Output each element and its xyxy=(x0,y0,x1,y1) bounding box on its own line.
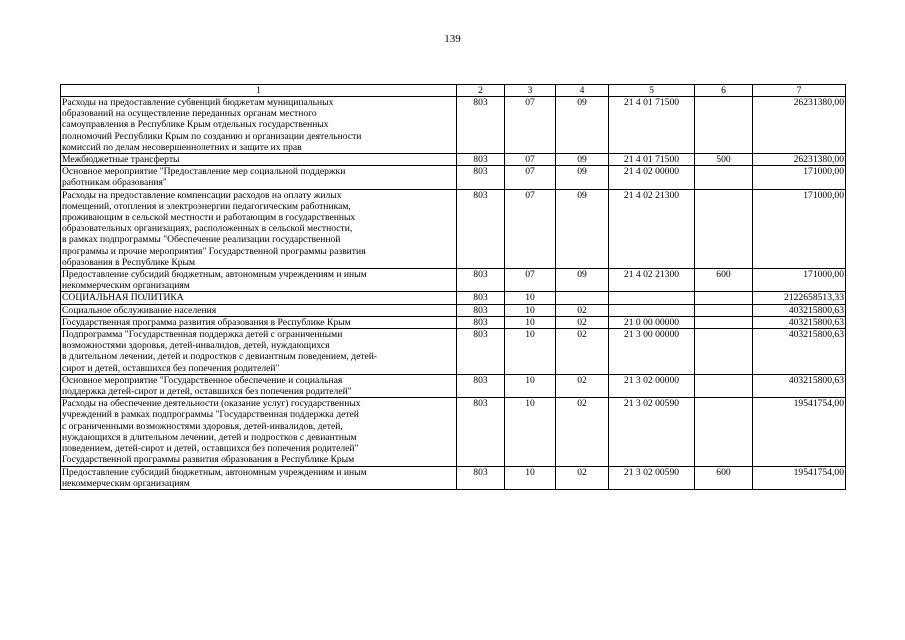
cell-expense-type xyxy=(695,329,753,375)
cell-code: 803 xyxy=(457,97,505,154)
table-row xyxy=(61,466,846,489)
column-header: 4 xyxy=(556,85,609,97)
table-row xyxy=(61,292,846,304)
row-name: Расходы на обеспечение деятельности (оказание услуг) государственных учреждений в рамках подпрограммы "Государственная поддержка детей с ограниченными возможностями здоровья, детей-инвалидов, детей, нуждающихся в длительном лечении, детей и подростков с девиантным поведением, детей-сирот и детей, оставшихся без попечения родителей" Государственной программы развития образования в Республике Крым xyxy=(61,398,457,466)
cell-target: 21 4 02 00000 xyxy=(609,166,695,189)
table-row xyxy=(61,189,846,268)
cell-expense-type xyxy=(695,292,753,304)
cell-code: 803 xyxy=(457,398,505,466)
cell-expense-type xyxy=(695,316,753,328)
cell-section: 07 xyxy=(505,154,556,166)
cell-target: 21 4 01 71500 xyxy=(609,97,695,154)
row-name: Предоставление субсидий бюджетным, автономным учреждениям и иным некоммерческим организациям xyxy=(61,466,457,489)
cell-code: 803 xyxy=(457,329,505,375)
cell-section: 07 xyxy=(505,189,556,268)
cell-target: 21 3 02 00590 xyxy=(609,398,695,466)
cell-expense-type xyxy=(695,97,753,154)
cell-section: 10 xyxy=(505,466,556,489)
cell-section: 10 xyxy=(505,316,556,328)
table-row xyxy=(61,398,846,466)
column-header: 6 xyxy=(695,85,753,97)
cell-amount: 19541754,00 xyxy=(753,466,846,489)
cell-expense-type: 500 xyxy=(695,154,753,166)
header-row xyxy=(61,85,846,97)
cell-expense-type xyxy=(695,166,753,189)
cell-code: 803 xyxy=(457,374,505,397)
table-row xyxy=(61,97,846,154)
cell-subsection: 02 xyxy=(556,329,609,375)
cell-expense-type: 600 xyxy=(695,466,753,489)
cell-subsection: 02 xyxy=(556,466,609,489)
cell-subsection: 09 xyxy=(556,189,609,268)
cell-expense-type xyxy=(695,304,753,316)
row-name: Основное мероприятие "Государственное обеспечение и социальная поддержка детей-сирот и детей, оставшихся без попечения родителей" xyxy=(61,374,457,397)
cell-section: 10 xyxy=(505,292,556,304)
page-number: 139 xyxy=(444,33,461,45)
cell-amount: 26231380,00 xyxy=(753,154,846,166)
cell-amount: 403215800,63 xyxy=(753,304,846,316)
cell-code: 803 xyxy=(457,304,505,316)
cell-amount: 171000,00 xyxy=(753,166,846,189)
row-name: Социальное обслуживание населения xyxy=(61,304,457,316)
budget-table xyxy=(60,84,846,490)
cell-expense-type: 600 xyxy=(695,269,753,292)
cell-section: 10 xyxy=(505,374,556,397)
column-header: 5 xyxy=(609,85,695,97)
cell-amount: 171000,00 xyxy=(753,269,846,292)
row-name: Расходы на предоставление субвенций бюджетам муниципальных образований на осуществление переданных органам местного самоуправления в Республике Крым отдельных государственных полномочий Республики Крым по созданию и организации деятельности комиссий по делам несовершеннолетних и защите их прав xyxy=(61,97,457,154)
cell-subsection: 02 xyxy=(556,304,609,316)
cell-code: 803 xyxy=(457,292,505,304)
cell-amount: 403215800,63 xyxy=(753,374,846,397)
column-header: 3 xyxy=(505,85,556,97)
row-name: СОЦИАЛЬНАЯ ПОЛИТИКА xyxy=(61,292,457,304)
cell-subsection: 09 xyxy=(556,154,609,166)
cell-target: 21 3 02 00000 xyxy=(609,374,695,397)
cell-amount: 19541754,00 xyxy=(753,398,846,466)
row-name: Основное мероприятие "Предоставление мер социальной поддержки работникам образования" xyxy=(61,166,457,189)
table-row xyxy=(61,316,846,328)
cell-code: 803 xyxy=(457,154,505,166)
column-header: 7 xyxy=(753,85,846,97)
column-header: 1 xyxy=(61,85,457,97)
cell-expense-type xyxy=(695,189,753,268)
cell-target: 21 4 01 71500 xyxy=(609,154,695,166)
row-name: Предоставление субсидий бюджетным, автономным учреждениям и иным некоммерческим организациям xyxy=(61,269,457,292)
cell-section: 07 xyxy=(505,97,556,154)
cell-code: 803 xyxy=(457,316,505,328)
cell-target: 21 3 00 00000 xyxy=(609,329,695,375)
cell-amount: 403215800,63 xyxy=(753,316,846,328)
cell-expense-type xyxy=(695,398,753,466)
cell-code: 803 xyxy=(457,189,505,268)
cell-section: 10 xyxy=(505,304,556,316)
cell-target: 21 4 02 21300 xyxy=(609,189,695,268)
cell-target: 21 0 00 00000 xyxy=(609,316,695,328)
column-header: 2 xyxy=(457,85,505,97)
table-row xyxy=(61,269,846,292)
cell-subsection: 02 xyxy=(556,374,609,397)
row-name: Государственная программа развития образования в Республике Крым xyxy=(61,316,457,328)
cell-target: 21 3 02 00590 xyxy=(609,466,695,489)
cell-subsection: 02 xyxy=(556,316,609,328)
cell-amount: 26231380,00 xyxy=(753,97,846,154)
cell-expense-type xyxy=(695,374,753,397)
table-row xyxy=(61,304,846,316)
cell-subsection: 02 xyxy=(556,398,609,466)
cell-target: 21 4 02 21300 xyxy=(609,269,695,292)
table-row xyxy=(61,329,846,375)
cell-subsection: 09 xyxy=(556,97,609,154)
cell-code: 803 xyxy=(457,166,505,189)
row-name: Подпрограмма "Государственная поддержка детей с ограниченными возможностями здоровья, детей-инвалидов, детей, нуждающихся в длительном лечении, детей и подростков с девиантным поведением, детей- сирот и детей, оставшихся без попечения родителей" xyxy=(61,329,457,375)
cell-subsection: 09 xyxy=(556,166,609,189)
cell-section: 10 xyxy=(505,329,556,375)
row-name: Расходы на предоставление компенсации расходов на оплату жилых помещений, отопления и электроэнергии педагогическим работникам, проживающим в сельской местности и работающим в государственных образовательных организациях, расположенных в сельской местности, в рамках подпрограммы "Обеспечение реализации государственной программы и прочие мероприятия" Государственной программы развития образования в Республике Крым xyxy=(61,189,457,268)
table-row xyxy=(61,374,846,397)
cell-section: 07 xyxy=(505,166,556,189)
table-row xyxy=(61,166,846,189)
cell-target xyxy=(609,304,695,316)
cell-subsection: 09 xyxy=(556,269,609,292)
cell-subsection xyxy=(556,292,609,304)
cell-section: 10 xyxy=(505,398,556,466)
cell-amount: 171000,00 xyxy=(753,189,846,268)
cell-amount: 403215800,63 xyxy=(753,329,846,375)
cell-code: 803 xyxy=(457,269,505,292)
cell-target xyxy=(609,292,695,304)
cell-code: 803 xyxy=(457,466,505,489)
cell-section: 07 xyxy=(505,269,556,292)
cell-amount: 2122658513,33 xyxy=(753,292,846,304)
row-name: Межбюджетные трансферты xyxy=(61,154,457,166)
table-row xyxy=(61,154,846,166)
